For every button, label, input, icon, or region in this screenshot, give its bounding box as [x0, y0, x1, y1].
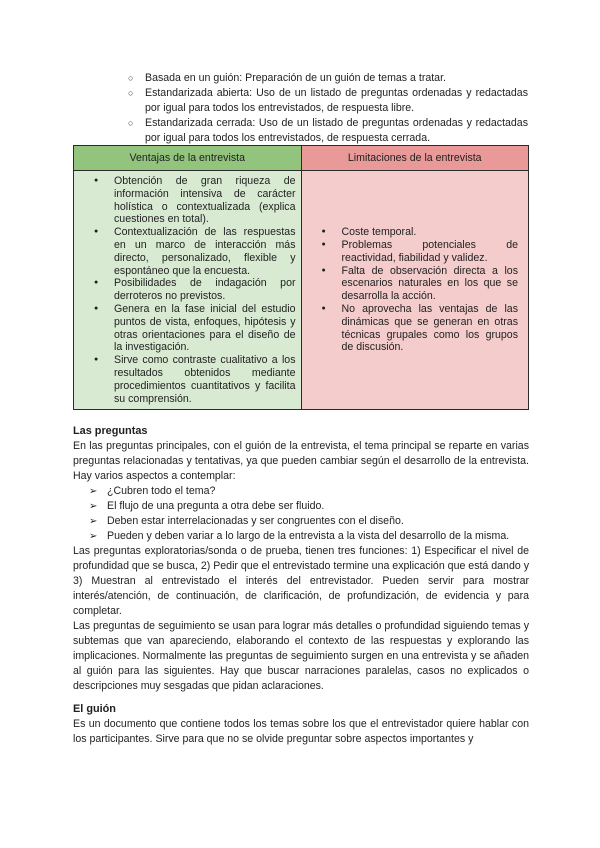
- section-heading-guion: El guión: [73, 703, 116, 715]
- list-item: ○ Estandarizada abierta: Uso de un listado de preguntas ordenadas y redactadas por igual para todos los entrevistados, de respuesta libre.: [128, 86, 528, 116]
- list-item: ● Falta de observación directa a los escenarios naturales en los que se desarrolla la acción.: [309, 265, 519, 303]
- interview-types-list: [128, 71, 528, 146]
- list-item: ○ Estandarizada cerrada: Uso de un listado de preguntas ordenadas y redactadas por igual para todos los entrevistados, de respuesta cerrada.: [128, 116, 528, 146]
- aspects-list: [86, 484, 529, 544]
- list-item: ● Coste temporal.: [309, 226, 519, 239]
- spacer: [73, 694, 529, 702]
- limitations-cell: [301, 171, 529, 410]
- section-heading-preguntas: Las preguntas: [73, 425, 148, 437]
- list-item: ○ Basada en un guión: Preparación de un guión de temas a tratar.: [128, 71, 528, 86]
- paragraph-intro: En las preguntas principales, con el guión de la entrevista, el tema principal se reparte en varias preguntas relacionadas y tentativas, ya que pueden cambiar según el desarrollo de la entrevista. Hay varios aspectos a contemplar:: [73, 440, 529, 482]
- paragraph-followup: Las preguntas de seguimiento se usan para lograr más detalles o profundidad siguiendo temas y subtemas que van apareciendo, elaborando el contexto de las respuestas y explorando las implicaciones. Normalmente las preguntas de seguimiento surgen en una entrevista y se añaden al guión para las siguientes. Hay que buscar narraciones paralelas, casos no explicados o descripciones muy sesgadas que pidan aclaraciones.: [73, 620, 529, 692]
- list-item: ● Contextualización de las respuestas en un marco de interacción más directo, personalizado, flexible y espontáneo que la encuesta.: [81, 226, 296, 277]
- advantages-limitations-table: [73, 145, 529, 410]
- advantages-header: Ventajas de la entrevista: [74, 146, 302, 171]
- limitations-header: Limitaciones de la entrevista: [301, 146, 529, 171]
- list-item: ➢ ¿Cubren todo el tema?: [86, 484, 529, 499]
- advantages-list: [81, 175, 296, 405]
- paragraph-exploratory: Las preguntas exploratorias/sonda o de prueba, tienen tres funciones: 1) Especificar el nivel de profundidad que se busca, 2) Pedir que el entrevistado termine una explicación que está dando y 3) Muestran al entrevistado el interés del entrevistador. Pueden servir para mostrar interés/atención, de continuación, de clarificación, de profundización, de evidencia y para completar.: [73, 545, 529, 617]
- list-item: ● No aprovecha las ventajas de las dinámicas que se generan en otras técnicas grupales como los grupos de discusión.: [309, 303, 519, 354]
- list-item: ● Obtención de gran riqueza de información intensiva de carácter holística o contextualizada (explica cuestiones en total).: [81, 175, 296, 226]
- body-text: [73, 424, 529, 747]
- list-item: ● Problemas potenciales de reactividad, fiabilidad y validez.: [309, 239, 519, 265]
- paragraph-guion: Es un documento que contiene todos los temas sobre los que el entrevistador quiere hablar con los participantes. Sirve para que no se olvide preguntar sobre aspectos importantes y: [73, 718, 529, 745]
- list-item: ➢ Pueden y deben variar a lo largo de la entrevista a la vista del desarrollo de la misma.: [86, 529, 529, 544]
- limitations-list: [309, 226, 519, 354]
- list-item: ➢ Deben estar interrelacionadas y ser congruentes con el diseño.: [86, 514, 529, 529]
- list-item: ➢ El flujo de una pregunta a otra debe ser fluido.: [86, 499, 529, 514]
- list-item: ● Sirve como contraste cualitativo a los resultados obtenidos mediante procedimientos cuantitativos y facilita su comprensión.: [81, 354, 296, 405]
- list-item: ● Posibilidades de indagación por derroteros no previstos.: [81, 277, 296, 303]
- advantages-cell: [74, 171, 302, 410]
- list-item: ● Genera en la fase inicial del estudio puntos de vista, enfoques, hipótesis y otras orientaciones para el diseño de la investigación.: [81, 303, 296, 354]
